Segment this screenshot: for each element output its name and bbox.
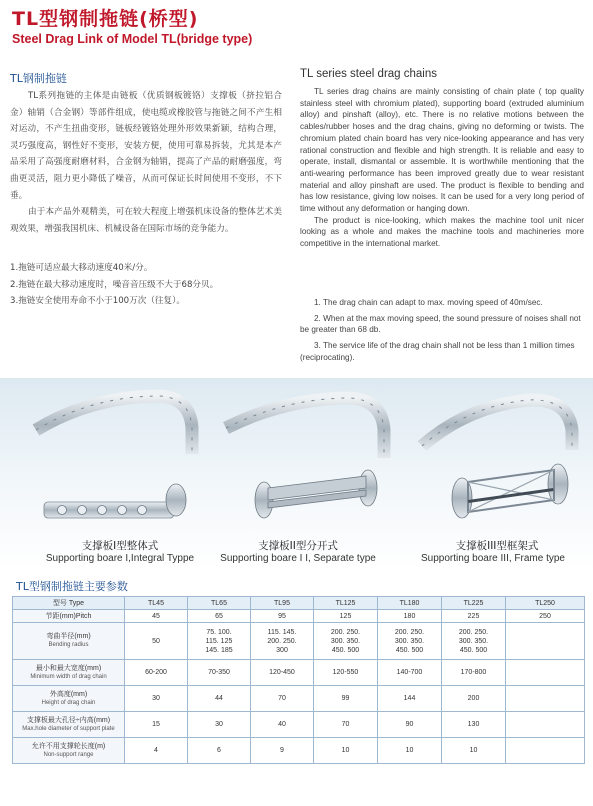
table-cell bbox=[506, 738, 585, 764]
table-cell bbox=[251, 660, 314, 686]
en-description bbox=[300, 86, 584, 250]
table-cell bbox=[188, 712, 251, 738]
cell-value: 30 bbox=[152, 695, 160, 702]
en-list-item: 3. The service life of the drag chain shall not be less than 1 million times (reciprocating). bbox=[300, 341, 575, 362]
row-label-cn: 支撑板最大孔径÷内高(mm) bbox=[26, 716, 111, 724]
caption-integral-cn: 支撑板I型整体式 bbox=[81, 540, 159, 552]
table-cell bbox=[251, 712, 314, 738]
cell-value: 90 bbox=[405, 721, 414, 728]
cell-value: 200 bbox=[467, 695, 480, 702]
table-cell bbox=[125, 660, 188, 686]
cell-value: 450. 500 bbox=[331, 646, 360, 654]
cn-list-item: 2.拖链在最大移动速度时，噪音音压级不大于68分贝。 bbox=[10, 279, 219, 290]
header-label-cn: 型号 bbox=[52, 599, 67, 607]
table-cell bbox=[188, 610, 251, 623]
separate-type-chain-image bbox=[216, 384, 396, 534]
table-row bbox=[13, 610, 585, 623]
model-header-cell: TL65 bbox=[188, 597, 251, 610]
table-cell bbox=[378, 712, 442, 738]
table-cell bbox=[506, 623, 585, 660]
row-label-cn: 最小和最大宽度(mm) bbox=[35, 664, 102, 672]
caption-integral-en: Supporting boare I,Integral Typpe bbox=[45, 553, 195, 564]
cell-value: 130 bbox=[467, 721, 480, 728]
table-row bbox=[13, 738, 585, 764]
cell-value: 99 bbox=[341, 695, 350, 702]
table-cell bbox=[442, 712, 506, 738]
table-cell bbox=[188, 623, 251, 660]
cell-value: 50 bbox=[152, 637, 160, 645]
table-cell bbox=[378, 686, 442, 712]
model-header-cell: TL45 bbox=[125, 597, 188, 610]
table-cell bbox=[188, 660, 251, 686]
parameter-table bbox=[12, 596, 585, 764]
caption-separate-en: Supporting boare I I, Separate type bbox=[220, 553, 376, 564]
cell-value: 4 bbox=[154, 747, 158, 754]
table-cell bbox=[442, 610, 506, 623]
table-cell bbox=[251, 610, 314, 623]
table-cell bbox=[506, 610, 585, 623]
model-header-cell: TL95 bbox=[251, 597, 314, 610]
model-header-cell: TL180 bbox=[378, 597, 442, 610]
header-label-cell bbox=[13, 597, 125, 610]
row-label-cn: 弯曲半径(mm) bbox=[46, 633, 91, 640]
cell-value: 95 bbox=[278, 612, 286, 620]
table-cell bbox=[314, 623, 378, 660]
cell-value: 300. 350. bbox=[330, 637, 361, 645]
cell-value: 60-200 bbox=[145, 669, 167, 676]
table-cell bbox=[506, 660, 585, 686]
table-cell bbox=[314, 738, 378, 764]
cell-value: 9 bbox=[280, 747, 284, 754]
caption-frame-cn: 支撑板III型框架式 bbox=[455, 540, 539, 552]
cell-value: 170-800 bbox=[460, 669, 487, 676]
header-label-en: Type bbox=[68, 599, 85, 607]
row-label-en: Max.hole diameter of support plate bbox=[22, 725, 115, 732]
row-label-cell bbox=[13, 610, 125, 623]
en-section-heading: TL series steel drag chains bbox=[300, 68, 438, 80]
table-cell bbox=[442, 738, 506, 764]
row-label-cell bbox=[13, 623, 125, 660]
cell-value: 70-350 bbox=[208, 669, 230, 676]
row-label-en: Non-support range bbox=[43, 751, 94, 758]
cell-value: 145. 185 bbox=[205, 646, 233, 654]
table-cell bbox=[125, 623, 188, 660]
table-cell bbox=[251, 738, 314, 764]
row-label-cn: 允许不用支撑轮长度(m) bbox=[31, 742, 106, 750]
cell-value: 10 bbox=[341, 747, 350, 754]
cell-value: 200. 250. bbox=[458, 628, 489, 636]
table-cell bbox=[314, 610, 378, 623]
row-label-en: Minimum width of drag chain bbox=[30, 673, 107, 680]
row-label-en: Height of drag chain bbox=[41, 699, 96, 706]
cell-value: 70 bbox=[278, 695, 286, 702]
table-cell bbox=[125, 686, 188, 712]
cell-value: 15 bbox=[152, 721, 160, 728]
cell-value: 180 bbox=[403, 612, 416, 620]
cn-feature-list bbox=[10, 260, 282, 310]
row-label-cell bbox=[13, 712, 125, 738]
model-header-cell: TL225 bbox=[442, 597, 506, 610]
table-row bbox=[13, 660, 585, 686]
table-cell bbox=[251, 623, 314, 660]
cn-list-item: 1.拖链可适应最大移动速度40米/分。 bbox=[10, 263, 153, 273]
cn-description bbox=[10, 88, 282, 237]
cell-value: 10 bbox=[405, 747, 414, 754]
frame-type-chain-image bbox=[408, 384, 588, 534]
row-label-cell bbox=[13, 738, 125, 764]
en-list-item: 2. When at the max moving speed, the sound pressure of noises shall not be greater than 68 db. bbox=[300, 313, 581, 335]
cell-value: 70 bbox=[341, 721, 350, 728]
cell-value: 65 bbox=[215, 612, 223, 620]
row-label-en: Bending radius bbox=[48, 642, 89, 648]
cell-value: 115. 145. bbox=[267, 628, 297, 636]
model-header-cell: TL250 bbox=[506, 597, 585, 610]
table-cell bbox=[125, 610, 188, 623]
cell-value: 30 bbox=[215, 721, 223, 728]
row-label-cn: 节距(mm) bbox=[45, 612, 76, 620]
table-cell bbox=[251, 686, 314, 712]
cell-value: 225 bbox=[467, 612, 480, 620]
table-cell bbox=[378, 738, 442, 764]
cell-value: 450. 500 bbox=[395, 646, 424, 654]
table-row bbox=[13, 686, 585, 712]
page-title: TL型钢制拖链(桥型) bbox=[12, 8, 199, 30]
table-cell bbox=[506, 686, 585, 712]
caption-separate-cn: 支撑板II型分开式 bbox=[258, 540, 338, 552]
row-label-cn: 外高度(mm) bbox=[49, 690, 88, 698]
cell-value: 45 bbox=[152, 612, 160, 620]
cell-value: 40 bbox=[278, 721, 286, 728]
cell-value: 450. 500 bbox=[459, 646, 488, 654]
table-cell bbox=[188, 738, 251, 764]
table-row bbox=[13, 712, 585, 738]
cell-value: 120-550 bbox=[332, 669, 359, 676]
cell-value: 250 bbox=[539, 612, 551, 620]
cell-value: 300. 350. bbox=[458, 637, 489, 645]
table-cell bbox=[378, 610, 442, 623]
model-header-cell: TL125 bbox=[314, 597, 378, 610]
table-cell bbox=[188, 686, 251, 712]
table-cell bbox=[314, 660, 378, 686]
page-subtitle: Steel Drag Link of Model TL(bridge type) bbox=[12, 32, 253, 46]
cell-value: 115. 125 bbox=[205, 637, 233, 645]
row-label-cell bbox=[13, 686, 125, 712]
table-cell bbox=[378, 660, 442, 686]
table-cell bbox=[442, 686, 506, 712]
table-cell bbox=[378, 623, 442, 660]
cell-value: 44 bbox=[215, 695, 223, 702]
table-title: TL型钢制拖链主要参数 bbox=[16, 580, 128, 593]
cn-list-item: 3.拖链安全使用寿命不小于100万次（往复）。 bbox=[10, 296, 185, 307]
caption-frame-en: Supporting boare III, Frame type bbox=[421, 553, 565, 564]
en-paragraph: TL series drag chains are mainly consisting of chain plate ( top quality stainless steel with chromium plated), supporting board (extruded aluminium alloy) and pinshaft (alloy), etc. There is no relative motions between the cables/rubber hoses and the drag chains, giving no deforming or twists. The chromium plated chain board has very nice-looking appearance and has very rational construction and flexible and high strength. It is reliable and easy to operate, install, dismantal or assemble. It is worthwhile mentioning that the anti-wearing performance has been improved greatly due to wear resistant material and alloy pinshaft are used. The product is flexible to bending and has low resistance, giving low noises. It can be used for a very long period of time without any deformation or hanging down. bbox=[300, 87, 584, 214]
table-cell bbox=[442, 623, 506, 660]
table-cell bbox=[506, 712, 585, 738]
table-cell bbox=[125, 738, 188, 764]
cn-section-heading: TL钢制拖链 bbox=[10, 72, 67, 85]
cell-value: 125 bbox=[339, 612, 352, 620]
table-cell bbox=[314, 686, 378, 712]
cell-value: 300 bbox=[276, 646, 288, 654]
en-feature-list bbox=[300, 297, 584, 368]
en-paragraph: The product is nice-looking, which makes the machine tool unit nicer looking as a whole and makes the machine tools and machineries more competitive in the international market. bbox=[300, 215, 584, 249]
cell-value: 10 bbox=[469, 747, 478, 754]
cell-value: 140-700 bbox=[396, 669, 423, 676]
cell-value: 75. 100. bbox=[206, 628, 232, 636]
cell-value: 144 bbox=[403, 695, 416, 702]
cell-value: 200. 250. bbox=[267, 637, 297, 645]
table-header-row bbox=[13, 597, 585, 610]
cell-value: 300. 350. bbox=[394, 637, 425, 645]
row-label-cell bbox=[13, 660, 125, 686]
row-label-en: Pitch bbox=[75, 612, 92, 620]
table-cell bbox=[442, 660, 506, 686]
cell-value: 200. 250. bbox=[330, 628, 361, 636]
cell-value: 6 bbox=[217, 747, 221, 754]
table-cell bbox=[314, 712, 378, 738]
table-row bbox=[13, 623, 585, 660]
cn-paragraph: 由于本产品外观精美，可在较大程度上增强机床设备的整体艺术美观效果，增强我国机床、机械设备在国际市场的竞争能力。 bbox=[10, 207, 282, 234]
integral-type-chain-image bbox=[22, 384, 202, 534]
cell-value: 200. 250. bbox=[394, 628, 425, 636]
cell-value: 120-450 bbox=[269, 669, 295, 676]
table-cell bbox=[125, 712, 188, 738]
cn-paragraph: TL系列拖链的主体是由链板（优质钢板镀铬）支撑板（挤拉铝合金）轴销（合金钢）等部件组成，使电缆或橡胶管与拖链之间不产生相对运动，不产生扭曲变形，链板经镀铬处理外形效果新颖，结构合理，灵巧强度高，钢性好不变形，安装方便，使用可靠易拆装，尤其是本产品采用了高强度耐磨材料，合金钢为轴销，提高了产品的耐磨强度，弯曲更灵活，阻力更小降低了噪音，从而可保证长时间使用不变形，不下垂。 bbox=[10, 91, 282, 201]
en-list-item: 1. The drag chain can adapt to max. moving speed of 40m/sec. bbox=[314, 298, 543, 307]
